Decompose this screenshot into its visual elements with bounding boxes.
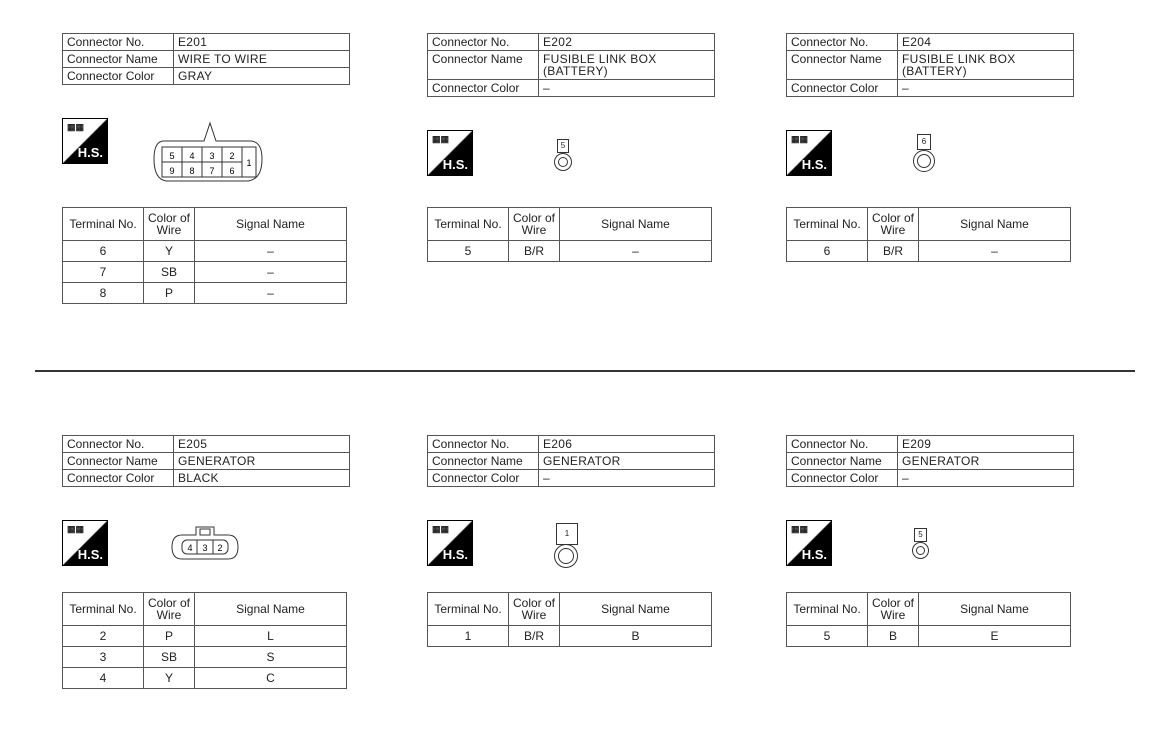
table-row bbox=[63, 283, 347, 304]
terminal-no-cell: 5 bbox=[428, 241, 509, 262]
harness-side-icon bbox=[427, 520, 473, 566]
signal-name-cell: – bbox=[195, 241, 347, 262]
terminal-no-cell: 5 bbox=[787, 626, 868, 647]
wire-color-cell: P bbox=[144, 283, 195, 304]
connector-name-value: GENERATOR bbox=[174, 453, 350, 470]
terminal-table bbox=[62, 207, 347, 304]
pin-label: 3 bbox=[202, 543, 208, 553]
wire-color-header: Color of Wire bbox=[868, 593, 919, 626]
hs-label: H.S. bbox=[77, 145, 103, 160]
terminal-table bbox=[786, 207, 1071, 262]
connector-no-label: Connector No. bbox=[428, 436, 539, 453]
connector-name-label: Connector Name bbox=[787, 453, 898, 470]
connector-grid-glyph: ▦▦ bbox=[67, 524, 85, 534]
connector-color-label: Connector Color bbox=[787, 80, 898, 97]
connector-grid-glyph: ▦▦ bbox=[791, 524, 809, 534]
terminal-table bbox=[62, 592, 347, 689]
connector-name-label: Connector Name bbox=[63, 453, 174, 470]
signal-name-cell: – bbox=[919, 241, 1071, 262]
connector-color-value: GRAY bbox=[174, 68, 350, 85]
connector-name-label: Connector Name bbox=[428, 51, 539, 80]
table-row bbox=[63, 241, 347, 262]
signal-name-cell: B bbox=[560, 626, 712, 647]
signal-name-cell: E bbox=[919, 626, 1071, 647]
harness-side-icon bbox=[786, 130, 832, 176]
connector-no-value: E204 bbox=[898, 34, 1074, 51]
wire-color-cell: B/R bbox=[509, 626, 560, 647]
wire-color-cell: Y bbox=[144, 668, 195, 689]
wire-color-cell: SB bbox=[144, 262, 195, 283]
pin-label: 5 bbox=[169, 151, 175, 161]
connector-color-label: Connector Color bbox=[63, 470, 174, 487]
pin-number-box: 5 bbox=[914, 528, 927, 542]
signal-name-cell: L bbox=[195, 626, 347, 647]
terminal-no-cell: 4 bbox=[63, 668, 144, 689]
table-row bbox=[428, 241, 712, 262]
terminal-table bbox=[427, 207, 712, 262]
connector-color-value: – bbox=[539, 470, 715, 487]
connector-name-value: FUSIBLE LINK BOX (BATTERY) bbox=[539, 51, 715, 80]
connector-grid-glyph: ▦▦ bbox=[432, 524, 450, 534]
connector-block-e202 bbox=[427, 33, 727, 323]
connector-block-e206 bbox=[427, 435, 727, 725]
terminal-no-header: Terminal No. bbox=[63, 593, 144, 626]
wire-color-cell: B/R bbox=[509, 241, 560, 262]
signal-name-cell: C bbox=[195, 668, 347, 689]
connector-color-value: – bbox=[539, 80, 715, 97]
connector-no-label: Connector No. bbox=[787, 436, 898, 453]
connector-no-value: E201 bbox=[174, 34, 350, 51]
wire-color-cell: Y bbox=[144, 241, 195, 262]
table-row bbox=[63, 647, 347, 668]
wire-color-cell: B bbox=[868, 626, 919, 647]
connector-info-table bbox=[786, 33, 1074, 97]
terminal-no-header: Terminal No. bbox=[787, 208, 868, 241]
signal-name-cell: – bbox=[195, 262, 347, 283]
terminal-no-cell: 1 bbox=[428, 626, 509, 647]
table-row bbox=[787, 241, 1071, 262]
wire-color-header: Color of Wire bbox=[144, 208, 195, 241]
connector-name-label: Connector Name bbox=[63, 51, 174, 68]
terminal-no-cell: 6 bbox=[63, 241, 144, 262]
connector-color-label: Connector Color bbox=[63, 68, 174, 85]
terminal-no-cell: 2 bbox=[63, 626, 144, 647]
connector-no-label: Connector No. bbox=[787, 34, 898, 51]
signal-name-header: Signal Name bbox=[560, 208, 712, 241]
hs-label: H.S. bbox=[442, 157, 468, 172]
connector-block-e205 bbox=[62, 435, 362, 725]
table-row bbox=[63, 262, 347, 283]
connector-color-label: Connector Color bbox=[787, 470, 898, 487]
connector-color-value: – bbox=[898, 80, 1074, 97]
signal-name-cell: – bbox=[560, 241, 712, 262]
wire-color-cell: SB bbox=[144, 647, 195, 668]
signal-name-header: Signal Name bbox=[919, 593, 1071, 626]
table-row bbox=[63, 626, 347, 647]
connector-face-diagram bbox=[170, 523, 242, 568]
connector-block-e209 bbox=[786, 435, 1086, 725]
terminal-no-cell: 3 bbox=[63, 647, 144, 668]
connector-face-diagram bbox=[150, 119, 265, 190]
pin-label: 6 bbox=[229, 166, 235, 176]
signal-name-cell: – bbox=[195, 283, 347, 304]
harness-side-icon bbox=[62, 118, 108, 164]
terminal-table bbox=[786, 592, 1071, 647]
pin-number-box: 5 bbox=[557, 139, 569, 153]
terminal-no-header: Terminal No. bbox=[428, 593, 509, 626]
hs-label: H.S. bbox=[442, 547, 468, 562]
hs-label: H.S. bbox=[801, 157, 827, 172]
terminal-no-cell: 6 bbox=[787, 241, 868, 262]
pin-label: 4 bbox=[189, 151, 195, 161]
wire-color-header: Color of Wire bbox=[144, 593, 195, 626]
terminal-no-header: Terminal No. bbox=[63, 208, 144, 241]
signal-name-header: Signal Name bbox=[195, 593, 347, 626]
signal-name-cell: S bbox=[195, 647, 347, 668]
connector-color-value: BLACK bbox=[174, 470, 350, 487]
connector-no-label: Connector No. bbox=[63, 436, 174, 453]
terminal-no-cell: 8 bbox=[63, 283, 144, 304]
connector-no-value: E205 bbox=[174, 436, 350, 453]
terminal-ring-diagram bbox=[912, 542, 929, 559]
connector-name-label: Connector Name bbox=[428, 453, 539, 470]
terminal-no-header: Terminal No. bbox=[428, 208, 509, 241]
connector-grid-glyph: ▦▦ bbox=[432, 134, 450, 144]
wire-color-cell: P bbox=[144, 626, 195, 647]
connector-name-value: FUSIBLE LINK BOX (BATTERY) bbox=[898, 51, 1074, 80]
pin-label: 2 bbox=[229, 151, 235, 161]
connector-color-label: Connector Color bbox=[428, 80, 539, 97]
pin-label: 3 bbox=[209, 151, 215, 161]
section-divider bbox=[35, 370, 1135, 372]
terminal-ring-diagram bbox=[554, 153, 572, 171]
table-row bbox=[428, 626, 712, 647]
connector-info-table bbox=[427, 33, 715, 97]
connector-name-value: GENERATOR bbox=[898, 453, 1074, 470]
connector-grid-glyph: ▦▦ bbox=[791, 134, 809, 144]
pin-label: 1 bbox=[246, 158, 252, 168]
hs-label: H.S. bbox=[801, 547, 827, 562]
terminal-ring-diagram bbox=[913, 150, 935, 172]
terminal-table bbox=[427, 592, 712, 647]
signal-name-header: Signal Name bbox=[919, 208, 1071, 241]
connector-no-label: Connector No. bbox=[428, 34, 539, 51]
connector-no-value: E209 bbox=[898, 436, 1074, 453]
hs-label: H.S. bbox=[77, 547, 103, 562]
connector-color-value: – bbox=[898, 470, 1074, 487]
pin-number-box: 6 bbox=[917, 134, 931, 150]
connector-no-value: E206 bbox=[539, 436, 715, 453]
connector-grid-glyph: ▦▦ bbox=[67, 122, 85, 132]
connector-info-table bbox=[786, 435, 1074, 487]
connector-color-label: Connector Color bbox=[428, 470, 539, 487]
connector-block-e201 bbox=[62, 33, 362, 323]
harness-side-icon bbox=[427, 130, 473, 176]
pin-label: 9 bbox=[169, 166, 175, 176]
pin-label: 4 bbox=[187, 543, 193, 553]
terminal-ring-diagram bbox=[554, 544, 578, 568]
terminal-no-cell: 7 bbox=[63, 262, 144, 283]
pin-label: 2 bbox=[217, 543, 223, 553]
wire-color-header: Color of Wire bbox=[509, 208, 560, 241]
table-row bbox=[63, 668, 347, 689]
wire-color-header: Color of Wire bbox=[509, 593, 560, 626]
connector-info-table bbox=[62, 33, 350, 85]
connector-no-label: Connector No. bbox=[63, 34, 174, 51]
connector-name-label: Connector Name bbox=[787, 51, 898, 80]
connector-name-value: GENERATOR bbox=[539, 453, 715, 470]
terminal-no-header: Terminal No. bbox=[787, 593, 868, 626]
connector-no-value: E202 bbox=[539, 34, 715, 51]
harness-side-icon bbox=[786, 520, 832, 566]
connector-info-table bbox=[427, 435, 715, 487]
pin-label: 8 bbox=[189, 166, 195, 176]
connector-info-table bbox=[62, 435, 350, 487]
table-row bbox=[787, 626, 1071, 647]
pin-number-box: 1 bbox=[556, 523, 578, 545]
wire-color-cell: B/R bbox=[868, 241, 919, 262]
wire-color-header: Color of Wire bbox=[868, 208, 919, 241]
signal-name-header: Signal Name bbox=[195, 208, 347, 241]
harness-side-icon bbox=[62, 520, 108, 566]
pin-label: 7 bbox=[209, 166, 215, 176]
signal-name-header: Signal Name bbox=[560, 593, 712, 626]
connector-name-value: WIRE TO WIRE bbox=[174, 51, 350, 68]
connector-block-e204 bbox=[786, 33, 1086, 323]
